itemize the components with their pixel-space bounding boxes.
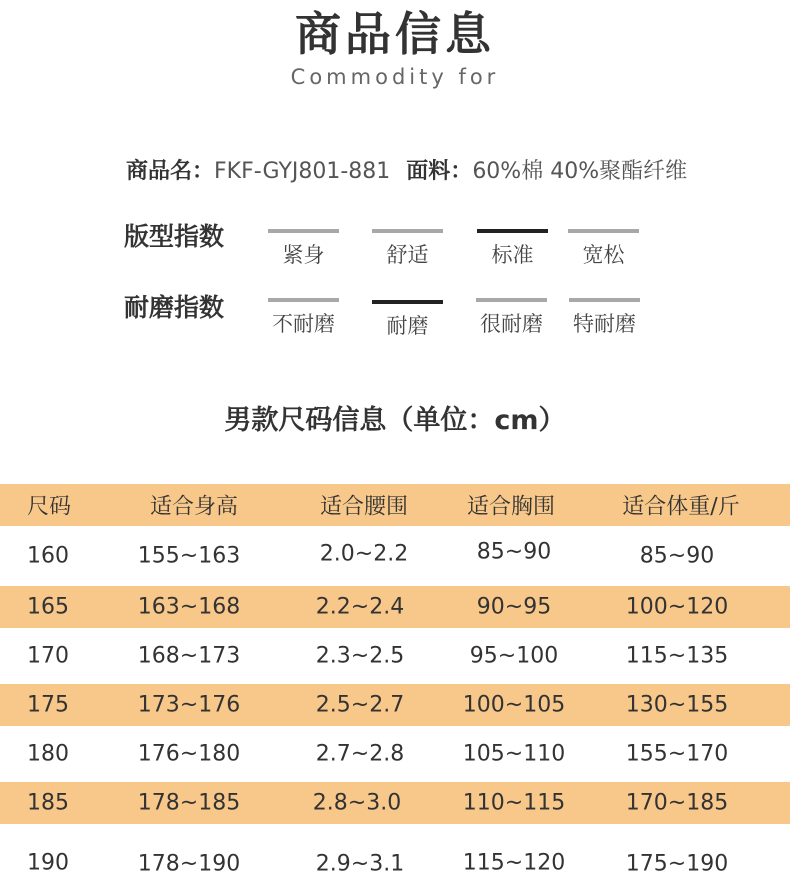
header-cell-size: 尺码 [27, 494, 72, 520]
product-info-line [126, 156, 687, 188]
table-cell: 165 [27, 594, 69, 620]
table-row [0, 628, 790, 684]
fit-option-label: 宽松 [582, 243, 625, 267]
wear-option-label: 很耐磨 [480, 312, 543, 336]
page-title: 商品信息 [295, 7, 495, 61]
table-cell: 2.3~2.5 [315, 643, 405, 669]
wear-option-bar-selected [372, 300, 443, 304]
table-cell: 155~163 [137, 543, 241, 569]
wear-option-bar [268, 298, 339, 302]
fit-option-label: 紧身 [282, 243, 325, 267]
size-table [0, 484, 790, 880]
wear-option-not-durable [268, 298, 339, 338]
table-cell: 2.7~2.8 [315, 741, 405, 767]
table-cell: 95~100 [469, 643, 559, 669]
fit-index-label: 版型指数 [124, 222, 225, 251]
fit-option-tight [268, 229, 339, 269]
table-cell: 170 [27, 643, 69, 669]
fit-option-loose [568, 229, 639, 269]
table-cell: 175~190 [625, 851, 729, 877]
product-name-value: FKF-GYJ801-881 [214, 159, 391, 184]
wear-option-label: 不耐磨 [272, 312, 335, 336]
wear-option-extra-durable [569, 298, 640, 338]
table-cell: 100~105 [462, 692, 566, 718]
table-row [0, 586, 790, 628]
table-cell: 2.5~2.7 [315, 692, 405, 718]
fit-option-bar [372, 229, 443, 233]
table-cell: 85~90 [639, 543, 715, 569]
table-row [0, 824, 790, 880]
wear-index-label: 耐磨指数 [124, 293, 225, 322]
fit-option-bar [268, 229, 339, 233]
header-cell-waist: 适合腰围 [319, 494, 409, 520]
header-cell-chest: 适合胸围 [466, 494, 556, 520]
size-section-title: 男款尺码信息（单位：cm） [224, 405, 566, 436]
header-cell-weight: 适合体重/斤 [622, 494, 740, 520]
table-cell: 190 [27, 850, 69, 876]
table-row [0, 726, 790, 782]
table-cell: 185 [27, 790, 69, 816]
table-cell: 178~190 [137, 851, 241, 877]
table-cell: 100~120 [625, 594, 729, 620]
table-row [0, 684, 790, 726]
table-cell: 173~176 [137, 692, 241, 718]
wear-option-label: 耐磨 [386, 314, 429, 338]
header-cell-height: 适合身高 [149, 494, 239, 520]
table-cell: 85~90 [476, 539, 552, 565]
fabric-value: 60%棉 40%聚酯纤维 [472, 159, 688, 184]
wear-option-bar [476, 298, 547, 302]
fit-option-label: 标准 [491, 243, 534, 267]
table-cell: 115~120 [462, 850, 566, 876]
table-cell: 168~173 [137, 643, 241, 669]
table-cell: 90~95 [476, 594, 552, 620]
table-cell: 176~180 [137, 741, 241, 767]
table-cell: 155~170 [625, 741, 729, 767]
fit-option-bar [568, 229, 639, 233]
table-cell: 2.2~2.4 [315, 594, 405, 620]
table-cell: 163~168 [137, 594, 241, 620]
table-cell: 170~185 [625, 790, 729, 816]
fabric-label: 面料： [406, 159, 473, 184]
fit-option-standard [477, 229, 548, 269]
table-row [0, 782, 790, 824]
table-cell: 2.0~2.2 [319, 541, 409, 567]
table-cell: 2.9~3.1 [315, 851, 405, 877]
fit-option-bar-selected [477, 229, 548, 233]
table-row [0, 526, 790, 586]
size-table-header [0, 484, 790, 526]
table-cell: 105~110 [462, 741, 566, 767]
table-cell: 2.8~3.0 [312, 790, 402, 816]
table-cell: 180 [27, 741, 69, 767]
fit-option-comfort [372, 229, 443, 269]
wear-option-durable [372, 300, 443, 340]
page-subtitle: Commodity for [290, 65, 500, 89]
table-cell: 160 [27, 543, 69, 569]
table-cell: 115~135 [625, 643, 729, 669]
table-cell: 175 [27, 692, 69, 718]
wear-option-very-durable [476, 298, 547, 338]
table-cell: 130~155 [625, 692, 729, 718]
product-name-label: 商品名： [126, 159, 215, 184]
table-cell: 110~115 [462, 790, 566, 816]
wear-option-label: 特耐磨 [573, 312, 636, 336]
table-cell: 178~185 [137, 790, 241, 816]
wear-option-bar [569, 298, 640, 302]
fit-option-label: 舒适 [386, 243, 429, 267]
